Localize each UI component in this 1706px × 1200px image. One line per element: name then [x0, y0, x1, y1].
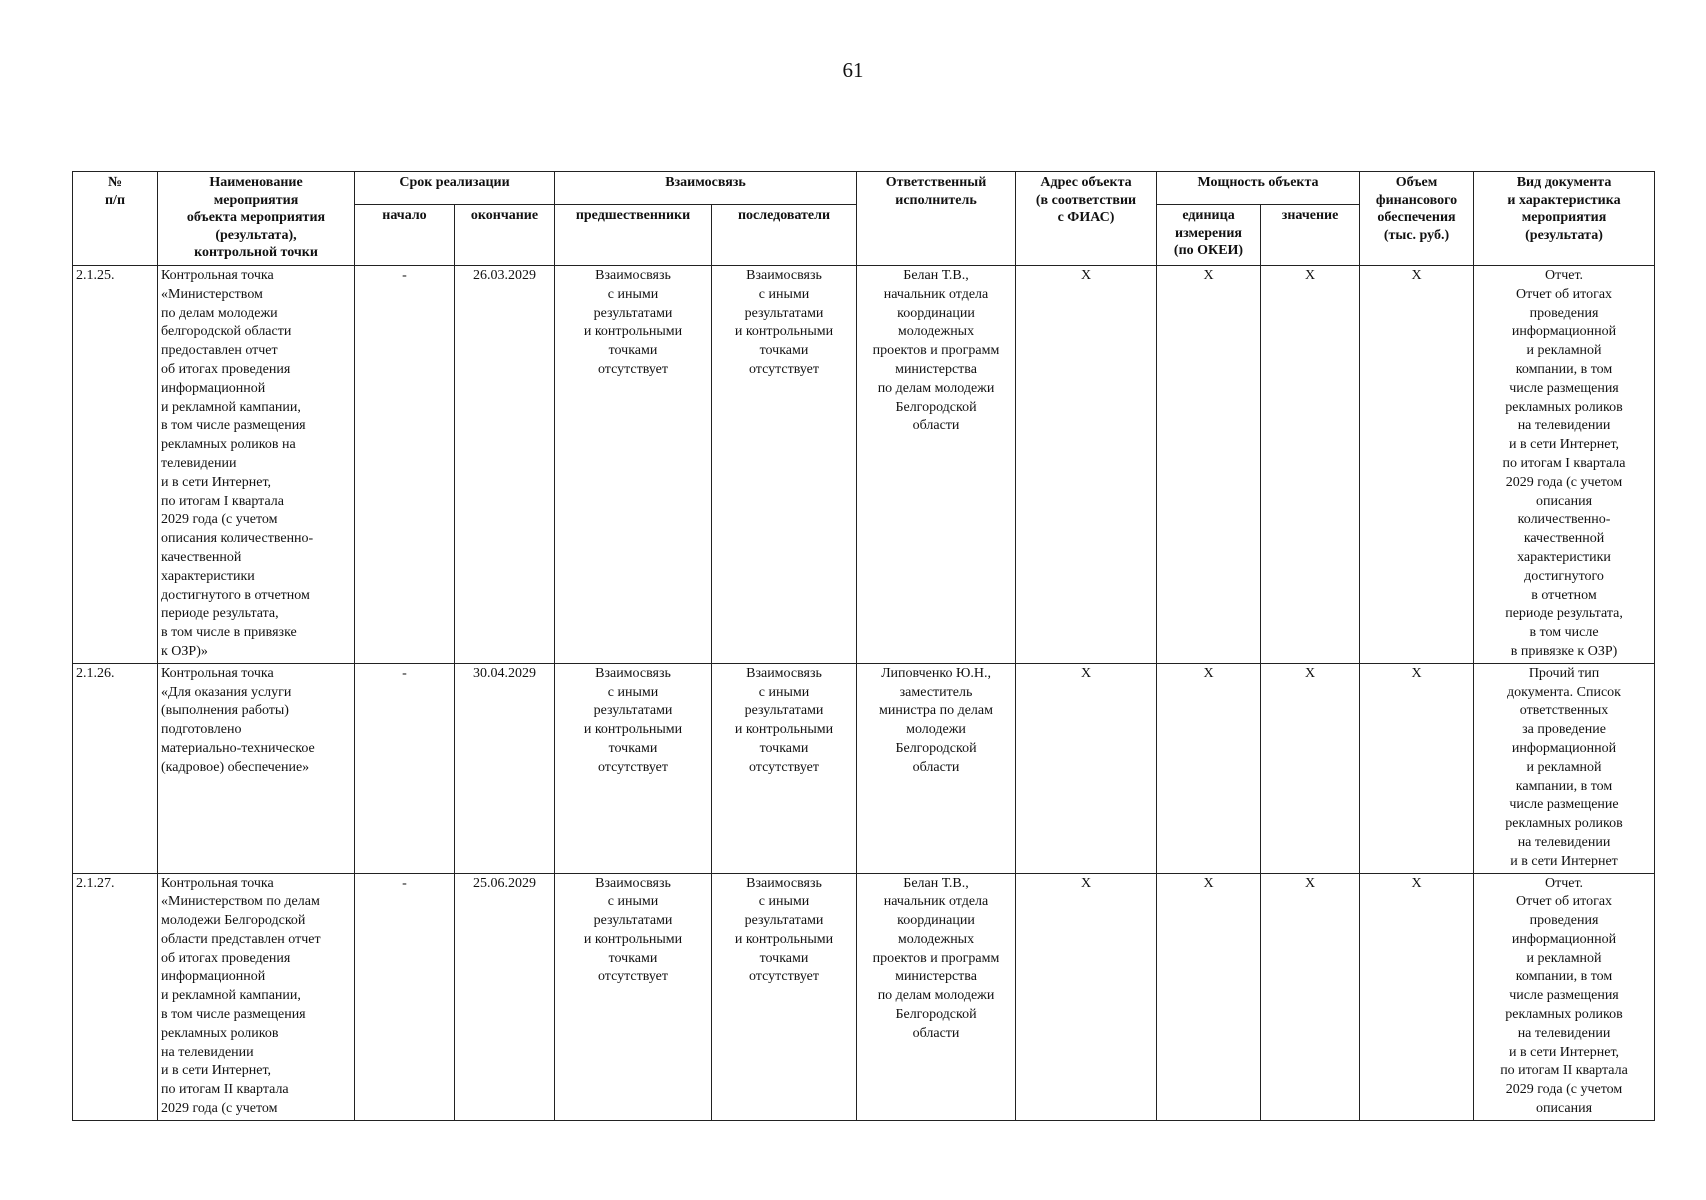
text-line: с иными [758, 286, 810, 302]
row-pred [555, 873, 712, 1120]
row-responsible [857, 873, 1016, 1120]
text-line: области [912, 418, 960, 434]
header-capacity-value [1261, 205, 1360, 266]
text-line: Белгородской [895, 1007, 977, 1023]
text-line: 2029 года (с учетом [161, 512, 278, 528]
text-line: области [912, 759, 960, 775]
text-line: на телевидении [161, 1044, 254, 1060]
text-line: за проведение [1522, 722, 1606, 738]
text-line: и рекламной [1526, 950, 1602, 966]
header-period-end [455, 205, 555, 266]
text-line: «Министерством [161, 286, 263, 302]
text-line: X [1411, 875, 1422, 891]
text-line: 2029 года (с учетом [161, 1101, 278, 1117]
text-line: 2.1.26. [76, 665, 115, 681]
text-line: области представлен отчет [161, 931, 321, 947]
text-line: Взаимосвязь [595, 875, 671, 891]
row-address [1016, 266, 1157, 664]
row-responsible [857, 663, 1016, 873]
text-line: Белан Т.В., [903, 268, 969, 283]
text-line: по делам молодежи [161, 305, 278, 321]
text-line: подготовлено [161, 722, 242, 738]
text-line: отсутствует [597, 759, 669, 775]
text-line: информационной [161, 380, 266, 396]
text-line: обеспечения [1377, 210, 1456, 225]
text-line: с иными [607, 684, 659, 700]
text-line: молодежи [906, 722, 966, 738]
text-line: начальник отдела [883, 894, 989, 910]
text-line: Прочий тип [1528, 665, 1600, 681]
text-line: молодежных [897, 324, 975, 340]
text-line: Мощность объекта [1197, 175, 1319, 190]
text-line: и в сети Интернет, [1509, 437, 1620, 453]
header-link-pred [555, 205, 712, 266]
text-line: Отчет. [1544, 268, 1584, 283]
text-line: отсутствует [597, 361, 669, 377]
row-name [158, 266, 355, 664]
row-finance [1360, 663, 1474, 873]
text-line: п/п [104, 192, 126, 208]
row-unit [1157, 663, 1261, 873]
text-line: Объем [1395, 175, 1438, 190]
text-line: информационной [1511, 324, 1617, 340]
row-doc [1474, 663, 1655, 873]
text-line: результатами [593, 703, 673, 719]
text-line: Наименование [209, 175, 303, 190]
text-line: начальник отдела [883, 286, 989, 302]
text-line: предоставлен отчет [161, 343, 278, 359]
text-line: X [1411, 268, 1422, 283]
text-line: достигнутого в отчетном [161, 587, 310, 603]
text-line: информационной [1511, 931, 1617, 947]
text-line: в привязке к ОЗР) [1510, 643, 1618, 659]
row-name [158, 663, 355, 873]
text-line: 2029 года (с учетом [1505, 474, 1623, 490]
row-start [355, 663, 455, 873]
text-line: точками [759, 343, 809, 359]
text-line: результатами [744, 305, 824, 321]
text-line: Взаимосвязь [746, 875, 822, 891]
text-line: мероприятия [1521, 210, 1607, 225]
row-address [1016, 873, 1157, 1120]
text-line: рекламных роликов [1505, 399, 1623, 415]
text-line: материально-техническое [161, 740, 315, 756]
text-line: начало [382, 208, 427, 223]
row-unit [1157, 266, 1261, 664]
header-address [1016, 172, 1157, 266]
row-value [1261, 663, 1360, 873]
header-responsible [857, 172, 1016, 266]
text-line: X [1203, 268, 1214, 283]
text-line: Контрольная точка [161, 665, 274, 681]
text-line: координации [897, 305, 975, 321]
text-line: и контрольными [583, 931, 683, 947]
text-line: X [1080, 875, 1092, 891]
text-line: министра по делам [879, 703, 993, 719]
text-line: молодежных [897, 931, 975, 947]
text-line: Контрольная точка [161, 268, 274, 283]
text-line: 26.03.2029 [473, 268, 536, 283]
text-line: об итогах проведения [161, 361, 291, 377]
text-line: на телевидении [1517, 834, 1611, 850]
text-line: результатами [593, 913, 673, 929]
text-line: Отчет об итогах [1515, 286, 1613, 302]
text-line: (результата) [1525, 227, 1603, 243]
text-line: с иными [607, 286, 659, 302]
text-line: (результата), [215, 227, 297, 243]
text-line: 2.1.27. [76, 875, 115, 891]
row-value [1261, 873, 1360, 1120]
row-end [455, 873, 555, 1120]
text-line: исполнитель [895, 192, 977, 208]
header-link [555, 172, 857, 205]
text-line: X [1080, 268, 1092, 283]
text-line: «Министерством по делам [161, 894, 320, 910]
text-line: 2029 года (с учетом [1505, 1082, 1623, 1098]
header-period-start [355, 205, 455, 266]
text-line: и рекламной [1526, 343, 1602, 359]
text-line: X [1304, 875, 1316, 891]
text-line: № [107, 175, 123, 190]
text-line: по делам молодежи [877, 380, 995, 396]
text-line: - [402, 665, 407, 681]
header-row-top [73, 172, 1655, 205]
text-line: финансового [1375, 192, 1458, 208]
text-line: X [1203, 875, 1214, 891]
table-row [73, 266, 1655, 664]
text-line: по делам молодежи [877, 988, 995, 1004]
text-line: и контрольными [583, 324, 683, 340]
text-line: и в сети Интернет [1510, 853, 1618, 869]
row-name [158, 873, 355, 1120]
text-line: последователи [737, 208, 831, 223]
text-line: описания количественно- [161, 531, 314, 547]
text-line: качественной [161, 549, 242, 565]
text-line: информационной [161, 969, 266, 985]
text-line: по итогам II квартала [1500, 1063, 1628, 1079]
text-line: X [1203, 665, 1214, 681]
text-line: с иными [607, 894, 659, 910]
text-line: точками [759, 740, 809, 756]
header-capacity-unit [1157, 205, 1261, 266]
text-line: Контрольная точка [161, 875, 274, 891]
text-line: белгородской области [161, 324, 292, 340]
text-line: Срок реализации [399, 175, 510, 190]
text-line: отсутствует [597, 969, 669, 985]
text-line: и рекламной [1526, 759, 1602, 775]
text-line: Взаимосвязь [665, 175, 746, 190]
text-line: об итогах проведения [161, 950, 291, 966]
text-line: (кадровое) обеспечение» [161, 759, 310, 775]
text-line: Белан Т.В., [903, 875, 969, 891]
row-finance [1360, 873, 1474, 1120]
header-capacity [1157, 172, 1360, 205]
text-line: достигнутого [1524, 568, 1604, 584]
text-line: координации [897, 913, 975, 929]
text-line: проведения [1529, 305, 1599, 321]
text-line: и контрольными [583, 722, 683, 738]
text-line: количественно- [1517, 512, 1611, 528]
text-line: значение [1281, 208, 1339, 223]
text-line: Отчет. [1544, 875, 1584, 891]
text-line: с иными [758, 684, 810, 700]
text-line: качественной [1523, 531, 1605, 547]
text-line: в том числе в привязке [161, 625, 297, 641]
row-start [355, 266, 455, 664]
text-line: характеристики [161, 568, 255, 584]
text-line: к ОЗР)» [161, 643, 208, 659]
page-number: 61 [842, 58, 864, 82]
row-address [1016, 663, 1157, 873]
text-line: молодежи Белгородской [161, 913, 306, 929]
text-line: - [402, 875, 407, 891]
text-line: измерения [1175, 225, 1242, 241]
text-line: в том числе размещения [161, 1007, 306, 1023]
text-line: рекламных роликов [161, 1025, 279, 1041]
row-pred [555, 266, 712, 664]
row-finance [1360, 266, 1474, 664]
text-line: Отчет об итогах [1515, 894, 1613, 910]
text-line: ответственных [1519, 703, 1609, 719]
header-num [73, 172, 158, 266]
text-line: результатами [744, 913, 824, 929]
text-line: 30.04.2029 [473, 665, 536, 681]
text-line: Взаимосвязь [746, 268, 822, 283]
text-line: отсутствует [748, 969, 820, 985]
header-link-succ [712, 205, 857, 266]
row-value [1261, 266, 1360, 664]
text-line: компании, в том [1515, 969, 1613, 985]
row-end [455, 663, 555, 873]
text-line: и в сети Интернет, [161, 1063, 272, 1079]
row-succ [712, 873, 857, 1120]
row-succ [712, 266, 857, 664]
header-period [355, 172, 555, 205]
plan-table [72, 171, 1655, 1121]
row-pred [555, 663, 712, 873]
text-line: Липовченко Ю.Н., [881, 665, 991, 681]
text-line: X [1304, 268, 1316, 283]
header-doc-type [1474, 172, 1655, 266]
text-line: и контрольными [734, 324, 834, 340]
text-line: в том числе [1529, 625, 1599, 641]
row-end [455, 266, 555, 664]
text-line: точками [759, 950, 809, 966]
text-line: точками [608, 343, 658, 359]
text-line: контрольной точки [194, 245, 318, 260]
text-line: проведения [1529, 913, 1599, 929]
text-line: и в сети Интернет, [161, 474, 272, 490]
text-line: (в соответствии [1035, 192, 1137, 208]
text-line: 25.06.2029 [473, 875, 536, 891]
table-row [73, 663, 1655, 873]
text-line: проектов и программ [872, 343, 1000, 359]
text-line: документа. Список [1507, 684, 1621, 700]
text-line: X [1304, 665, 1316, 681]
text-line: рекламных роликов на [161, 437, 296, 453]
text-line: и рекламной кампании, [161, 988, 301, 1004]
text-line: Взаимосвязь [746, 665, 822, 681]
table-row [73, 873, 1655, 1120]
text-line: периоде результата, [1505, 606, 1623, 622]
text-line: министерства [895, 361, 977, 377]
text-line: описания [1536, 493, 1593, 509]
text-line: X [1080, 665, 1092, 681]
text-line: и рекламной кампании, [161, 399, 301, 415]
text-line: периоде результата, [161, 606, 279, 622]
text-line: результатами [593, 305, 673, 321]
text-line: объекта мероприятия [186, 210, 326, 225]
text-line: мероприятия [213, 192, 299, 208]
text-line: результатами [744, 703, 824, 719]
text-line: Ответственный [885, 175, 987, 190]
text-line: отсутствует [748, 759, 820, 775]
text-line: проектов и программ [872, 950, 1000, 966]
text-line: в отчетном [1531, 587, 1597, 603]
text-line: и контрольными [734, 722, 834, 738]
text-line: с иными [758, 894, 810, 910]
text-line: телевидении [161, 455, 237, 471]
text-line: Белгородской [895, 740, 977, 756]
text-line: - [402, 268, 407, 283]
header-name [158, 172, 355, 266]
text-line: в том числе размещения [161, 418, 306, 434]
text-line: (по ОКЕИ) [1173, 243, 1244, 258]
text-line: по итогам I квартала [1502, 455, 1626, 471]
text-line: (тыс. руб.) [1383, 227, 1450, 243]
text-line: Белгородской [895, 399, 977, 415]
text-line: на телевидении [1517, 418, 1611, 434]
text-line: рекламных роликов [1505, 1007, 1623, 1023]
text-line: описания [1536, 1101, 1593, 1117]
row-num [73, 873, 158, 1120]
text-line: и контрольными [734, 931, 834, 947]
text-line: (выполнения работы) [161, 703, 289, 719]
text-line: заместитель [899, 684, 973, 700]
text-line: области [912, 1025, 960, 1041]
text-line: Взаимосвязь [595, 665, 671, 681]
text-line: компании, в том [1515, 361, 1613, 377]
text-line: числе размещение [1509, 797, 1619, 813]
text-line: и характеристика [1507, 192, 1621, 208]
row-unit [1157, 873, 1261, 1120]
text-line: Взаимосвязь [595, 268, 671, 283]
text-line: по итогам I квартала [161, 493, 284, 509]
text-line: отсутствует [748, 361, 820, 377]
header-finance [1360, 172, 1474, 266]
text-line: единица [1182, 208, 1235, 223]
text-line: и в сети Интернет, [1509, 1044, 1620, 1060]
row-num [73, 266, 158, 664]
text-line: «Для оказания услуги [161, 684, 292, 700]
text-line: точками [608, 740, 658, 756]
text-line: на телевидении [1517, 1025, 1611, 1041]
text-line: характеристики [1517, 549, 1611, 565]
row-doc [1474, 266, 1655, 664]
row-start [355, 873, 455, 1120]
text-line: X [1411, 665, 1422, 681]
text-line: числе размещения [1509, 380, 1619, 396]
text-line: окончание [470, 208, 539, 223]
row-num [73, 663, 158, 873]
text-line: кампании, в том [1515, 778, 1613, 794]
text-line: предшественники [575, 208, 691, 223]
text-line: числе размещения [1509, 988, 1619, 1004]
text-line: Вид документа [1516, 175, 1612, 190]
row-succ [712, 663, 857, 873]
text-line: по итогам II квартала [161, 1082, 289, 1098]
text-line: точками [608, 950, 658, 966]
text-line: рекламных роликов [1505, 816, 1623, 832]
text-line: министерства [895, 969, 977, 985]
row-responsible [857, 266, 1016, 664]
text-line: Адрес объекта [1040, 175, 1132, 190]
text-line: информационной [1511, 740, 1617, 756]
row-doc [1474, 873, 1655, 1120]
text-line: с ФИАС) [1057, 210, 1115, 225]
text-line: 2.1.25. [76, 268, 115, 283]
